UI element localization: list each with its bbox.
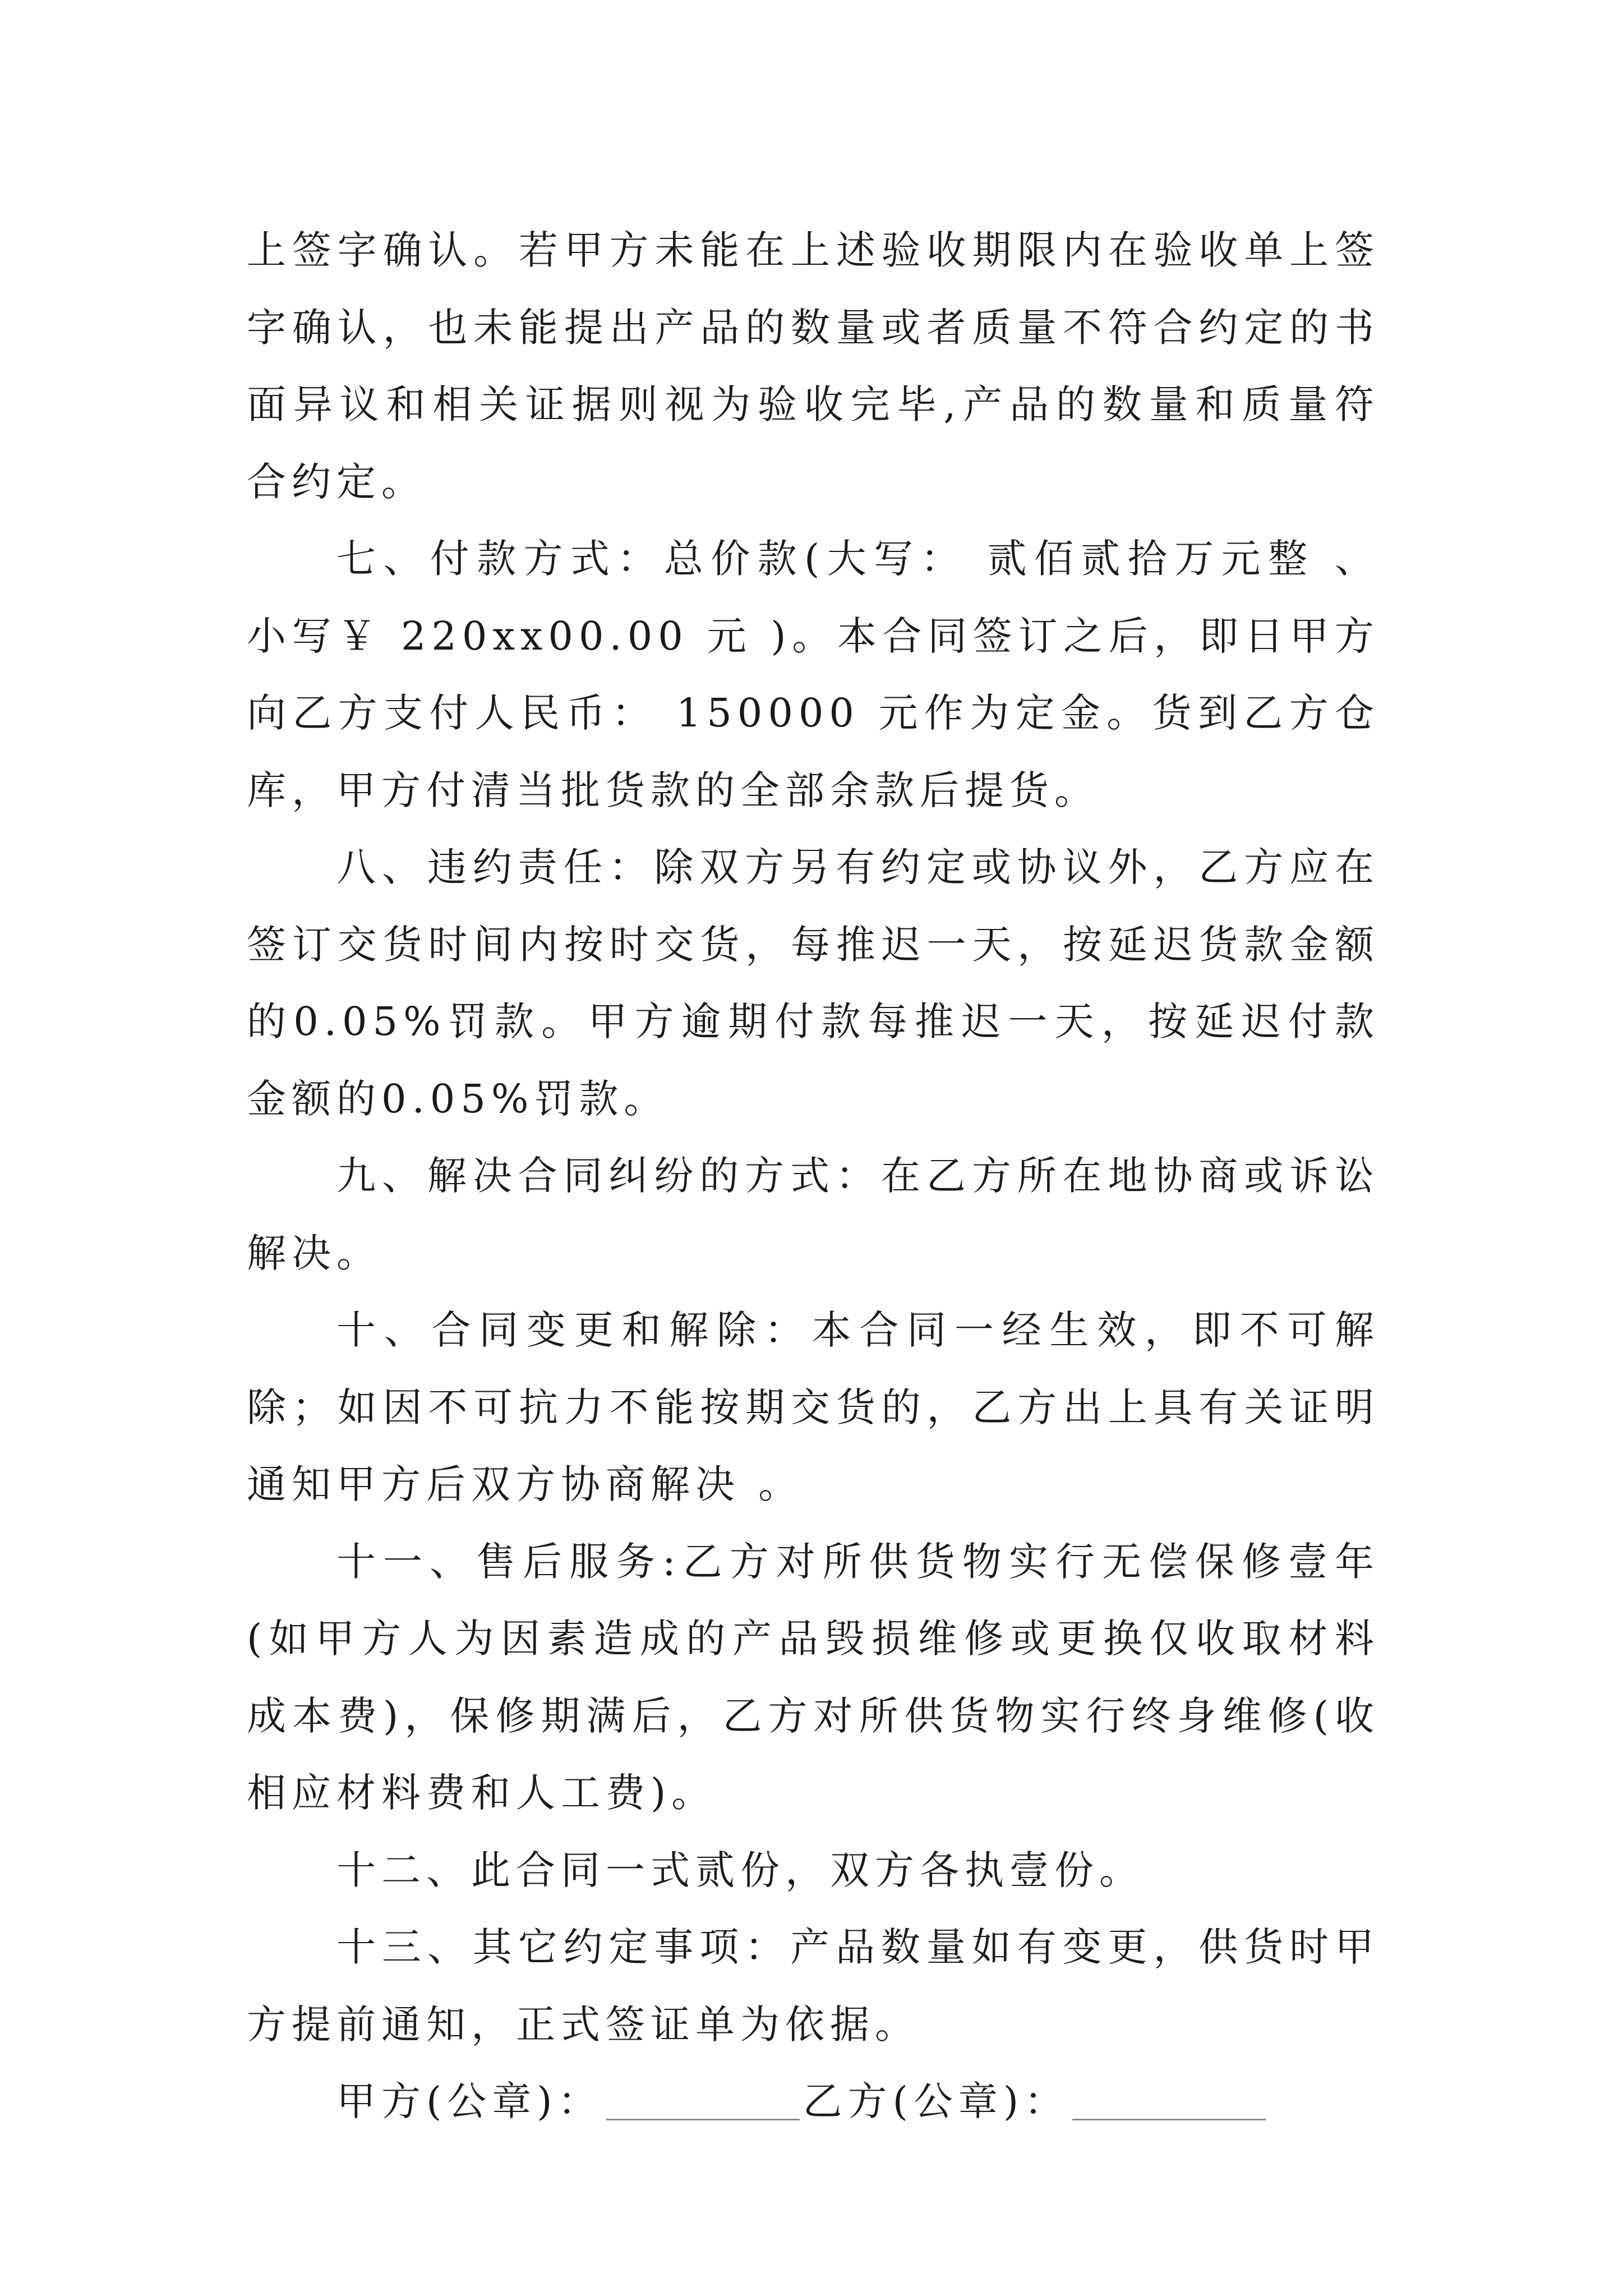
clause-11-after-sales: 十一、售后服务:乙方对所供货物实行无偿保修壹年(如甲方人为因素造成的产品毁损维修或更换仅收取材料成本费)，保修期满后，乙方对所供货物实行终身维修(收相应材料费和人工费)。 (247, 1538, 1380, 1816)
clause-9-disputes: 九、解决合同纠纷的方式：在乙方所在地协商或诉讼解决。 (247, 1153, 1380, 1276)
clause-10-amendment: 十、合同变更和解除：本合同一经生效，即不可解除；如因不可抗力不能按期交货的，乙方出上具有关证明通知甲方后双方协商解决 。 (247, 1307, 1380, 1507)
clause-8-liability: 八、违约责任：除双方另有约定或协议外，乙方应在签订交货时间内按时交货，每推迟一天，按延迟货款金额的0.05%罚款。甲方逾期付款每推迟一天，按延迟付款金额的0.05%罚款。 (247, 844, 1380, 1122)
clause-7-payment: 七、付款方式：总价款(大写： 贰佰贰拾万元整 、小写￥ 220xx00.00 元 )。本合同签订之后，即日甲方向乙方支付人民币： 150000 元作为定金。货到乙方仓库，甲方付清当批货款的全部余款后提货。 (247, 536, 1380, 813)
party-b-blank-field[interactable] (1072, 2116, 1266, 2120)
party-b-seal-label: 乙方(公章)： (803, 2078, 1069, 2124)
paragraph-continuation: 上签字确认。若甲方未能在上述验收期限内在验收单上签字确认，也未能提出产品的数量或者质量不符合约定的书面异议和相关证据则视为验收完毕,产品的数量和质量符合约定。 (247, 227, 1380, 505)
signature-line (247, 2063, 1380, 2141)
clause-12-copies: 十二、此合同一式贰份，双方各执壹份。 (336, 1847, 1144, 1893)
party-a-blank-field[interactable] (606, 2116, 800, 2120)
clause-13-other: 十三、其它约定事项：产品数量如有变更，供货时甲方提前通知，正式签证单为依据。 (247, 1924, 1380, 2047)
party-a-seal-label: 甲方(公章)： (336, 2078, 603, 2124)
document-body (247, 212, 1380, 2141)
